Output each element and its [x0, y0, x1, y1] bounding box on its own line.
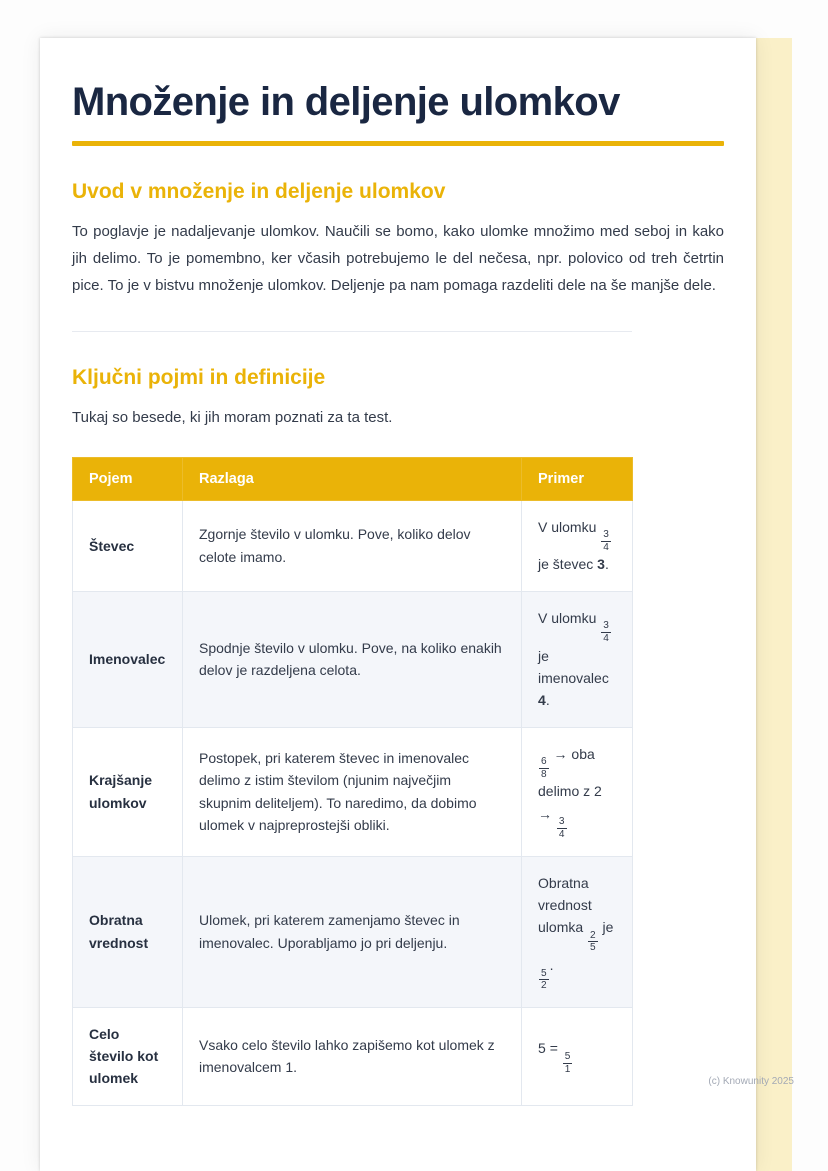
definition-cell: Postopek, pri katerem števec in imenovalec delimo z istim številom (njunim največjim skupnim deliteljem). To naredimo, da dobimo ulomek v najpreprostejši obliki. — [182, 727, 521, 856]
table-row — [73, 500, 633, 591]
definition-cell: Spodnje število v ulomku. Pove, na koliko enakih delov je razdeljena celota. — [182, 591, 521, 727]
fraction: $\frac{3}{4}$ — [603, 620, 609, 644]
table-row — [73, 727, 633, 856]
fraction: $\frac{3}{4}$ — [558, 816, 565, 840]
table-header-row — [73, 457, 633, 500]
fraction: $\frac{2}{5}$ — [590, 929, 596, 954]
key-terms-table — [72, 457, 633, 1106]
fraction: $\frac{3}{4}$ — [603, 529, 609, 553]
title-underline — [72, 141, 724, 146]
term-cell: Celo število kot ulomek — [73, 1007, 183, 1105]
term-cell: Števec — [73, 500, 183, 591]
column-header-razlaga: Razlaga — [182, 457, 521, 500]
bold-text: 4 — [538, 692, 546, 709]
fraction: $\frac{5}{2}$ — [541, 967, 547, 992]
example-cell: 5 = $\frac{5}{1}$ — [522, 1007, 633, 1105]
column-header-pojem: Pojem — [73, 457, 183, 500]
section-heading-intro: Uvod v množenje in deljenje ulomkov — [72, 179, 446, 203]
table-row — [73, 856, 633, 1007]
definition-cell: Vsako celo število lahko zapišemo kot ulomek z imenovalcem 1. — [182, 1007, 521, 1105]
background-accent-band — [756, 38, 792, 1171]
fraction: $\frac{5}{1}$ — [564, 1050, 571, 1075]
definition-cell: Ulomek, pri katerem zamenjamo števec in imenovalec. Uporabljamo jo pri deljenju. — [182, 856, 521, 1007]
document-page — [40, 38, 756, 1171]
key-terms-paragraph: Tukaj so besede, ki jih moram poznati za ta test. — [72, 408, 393, 426]
intro-paragraph: To poglavje je nadaljevanje ulomkov. Naučili se bomo, kako ulomke množimo med seboj in kako jih delimo. To je pomembno, ker včasih potrebujemo le del nečesa, npr. polovico od treh četrtin pice. To je v bistvu množenje ulomkov. Deljenje pa nam pomaga razdeliti dele na še manjše dele. — [72, 222, 724, 294]
example-cell: V ulomku $\frac{3}{4}$ je imenovalec 4. — [522, 591, 633, 727]
page-title: Množenje in deljenje ulomkov — [72, 80, 620, 124]
copyright-watermark: (c) Knowunity 2025 — [708, 1076, 794, 1087]
table-row — [73, 591, 633, 727]
table-row — [73, 1007, 633, 1105]
page-content — [40, 38, 756, 1106]
fraction: $\frac{6}{8}$ — [541, 756, 547, 780]
section-heading-key-terms: Ključni pojmi in definicije — [72, 365, 326, 389]
definition-cell: Zgornje število v ulomku. Pove, koliko delov celote imamo. — [182, 500, 521, 591]
example-cell: $\frac{6}{8}$ → oba delimo z 2 → $\frac{3}{4}$ — [522, 727, 633, 856]
term-cell: Imenovalec — [73, 591, 183, 727]
section-divider — [72, 331, 632, 332]
column-header-primer: Primer — [522, 457, 633, 500]
term-cell: Obratna vrednost — [73, 856, 183, 1007]
example-cell: Obratna vrednost ulomka $\frac{2}{5}$ je $\frac{5}{2}$ . — [522, 856, 633, 1007]
bold-text: 3 — [597, 556, 605, 573]
term-cell: Krajšanje ulomkov — [73, 727, 183, 856]
example-cell: V ulomku $\frac{3}{4}$ je števec 3. — [522, 500, 633, 591]
table-body — [73, 500, 633, 1105]
